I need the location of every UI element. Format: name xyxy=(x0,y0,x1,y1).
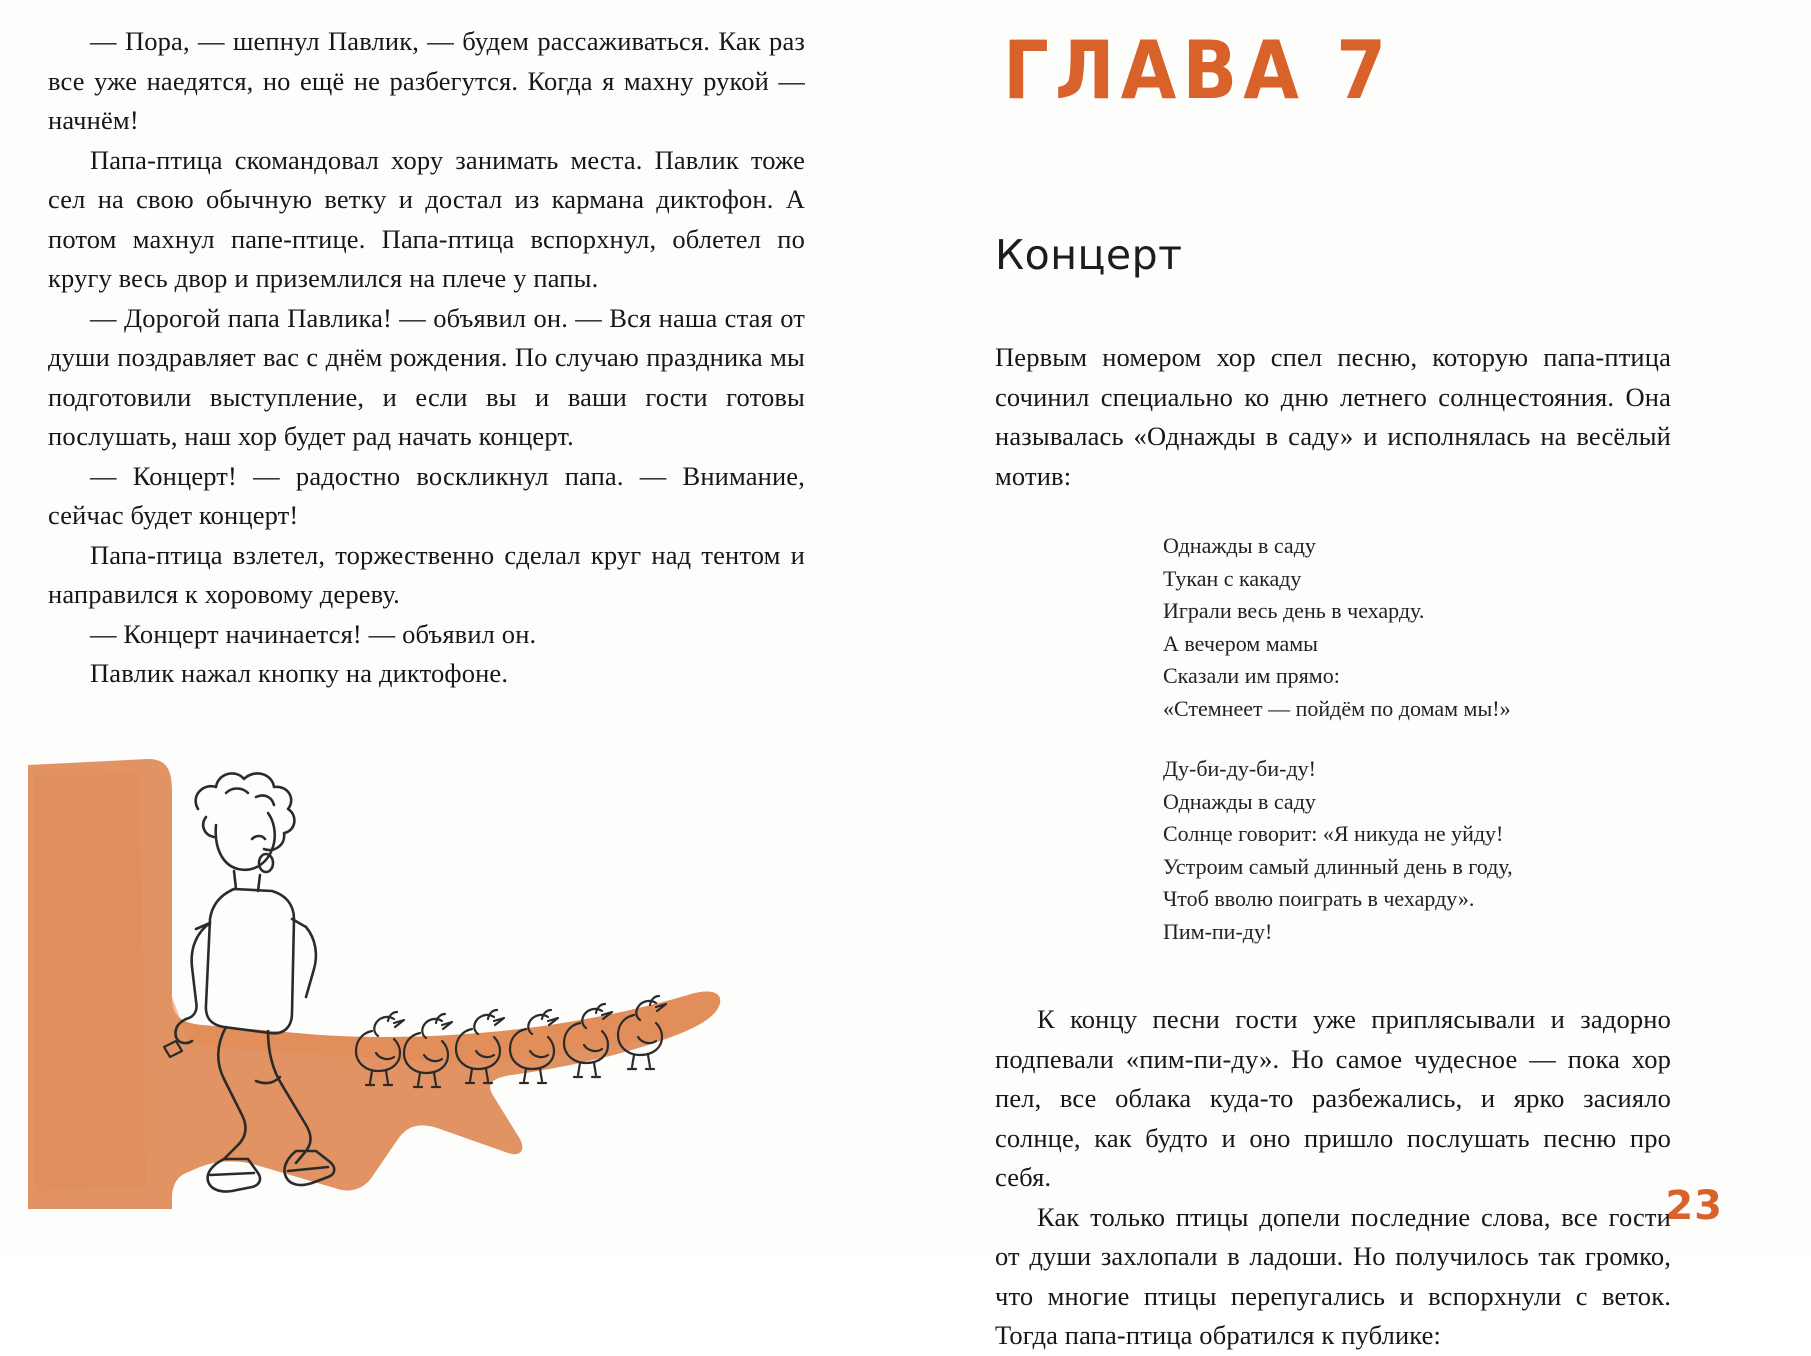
paragraph: Первым номером хор спел песню, которую папа-птица сочинил специально ко дню летнего солнцестояния. Она называлась «Однажды в саду» и исполнялась на весёлый мотив: xyxy=(995,342,1671,491)
section-title: Концерт xyxy=(995,231,1183,279)
illustration-boy-on-branch xyxy=(20,747,850,1217)
right-page-body xyxy=(995,1000,1671,1356)
paragraph: — Пора, — шепнул Павлик, — будем рассаживаться. Как раз все уже наедятся, но ещё не разбегутся. Когда я махну рукой — начнём! xyxy=(48,26,805,135)
chapter-title: ГЛАВА 7 xyxy=(1003,23,1393,118)
spacer xyxy=(995,278,1671,338)
song-line: Играли весь день в чехарду. xyxy=(1163,598,1425,623)
paragraph: Папа-птица скомандовал хору занимать места. Павлик тоже сел на свою обычную ветку и достал из кармана диктофон. А потом махнул папе-птице. Папа-птица вспорхнул, облетел по кругу весь двор и приземлился на плече у папы. xyxy=(48,144,805,293)
spacer xyxy=(995,102,1671,232)
song-line: Чтоб вволю поиграть в чехарду». xyxy=(1163,886,1475,911)
song-verse-block xyxy=(1163,530,1671,948)
paragraph: — Концерт! — радостно воскликнул папа. — Внимание, сейчас будет концерт! xyxy=(48,460,805,530)
tree-branch-shape xyxy=(28,759,720,1209)
song-line: Солнце говорит: «Я никуда не уйду! xyxy=(1163,821,1504,846)
paragraph: Папа-птица взлетел, торжественно сделал круг над тентом и направился к хоровому дереву. xyxy=(48,539,805,609)
song-stanza xyxy=(1163,530,1671,725)
song-line: Устроим самый длинный день в году, xyxy=(1163,853,1513,879)
spacer xyxy=(995,976,1671,1000)
intro-paragraph-block xyxy=(995,338,1671,496)
song-line: Однажды в саду xyxy=(1163,788,1316,814)
song-stanza xyxy=(1163,753,1671,948)
spacer xyxy=(995,496,1671,530)
right-page xyxy=(905,0,1811,1350)
song-line: Сказали им прямо: xyxy=(1163,663,1340,688)
paragraph: — Концерт начинается! — объявил он. xyxy=(90,618,537,649)
song-line: «Стемнеет — пойдём по домам мы!» xyxy=(1163,695,1511,721)
song-line: Тукан с какаду xyxy=(1163,565,1302,591)
paragraph: К концу песни гости уже приплясывали и задорно подпевали «пим-пи-ду». Но самое чудесное — пока хор пел, все облака куда-то разбежались, и ярко засияло солнце, как будто и оно пришло послушать песню про себя. xyxy=(995,1004,1671,1192)
left-page-body xyxy=(48,22,805,694)
paragraph: Как только птицы допели последние слова, все гости от души захлопали в ладоши. Но получилось так громко, что многие птицы перепугались и вспорхнули с веток. Тогда папа-птица обратился к публике: xyxy=(995,1201,1671,1350)
page-number: 23 xyxy=(1665,1183,1723,1229)
song-line: Однажды в саду xyxy=(1163,533,1316,558)
song-line: А вечером мамы xyxy=(1163,630,1318,656)
left-page xyxy=(0,0,905,1255)
song-line: Ду-би-ду-би-ду! xyxy=(1163,756,1316,781)
song-line: Пим-пи-ду! xyxy=(1163,918,1273,944)
paragraph: — Дорогой папа Павлика! — объявил он. — Вся наша стая от души поздравляет вас с днём рождения. По случаю праздника мы подготовили выступление, и если вы и ваши гости готовы послушать, наш хор будет рад начать концерт. xyxy=(48,302,805,451)
paragraph: Павлик нажал кнопку на диктофоне. xyxy=(90,658,509,688)
